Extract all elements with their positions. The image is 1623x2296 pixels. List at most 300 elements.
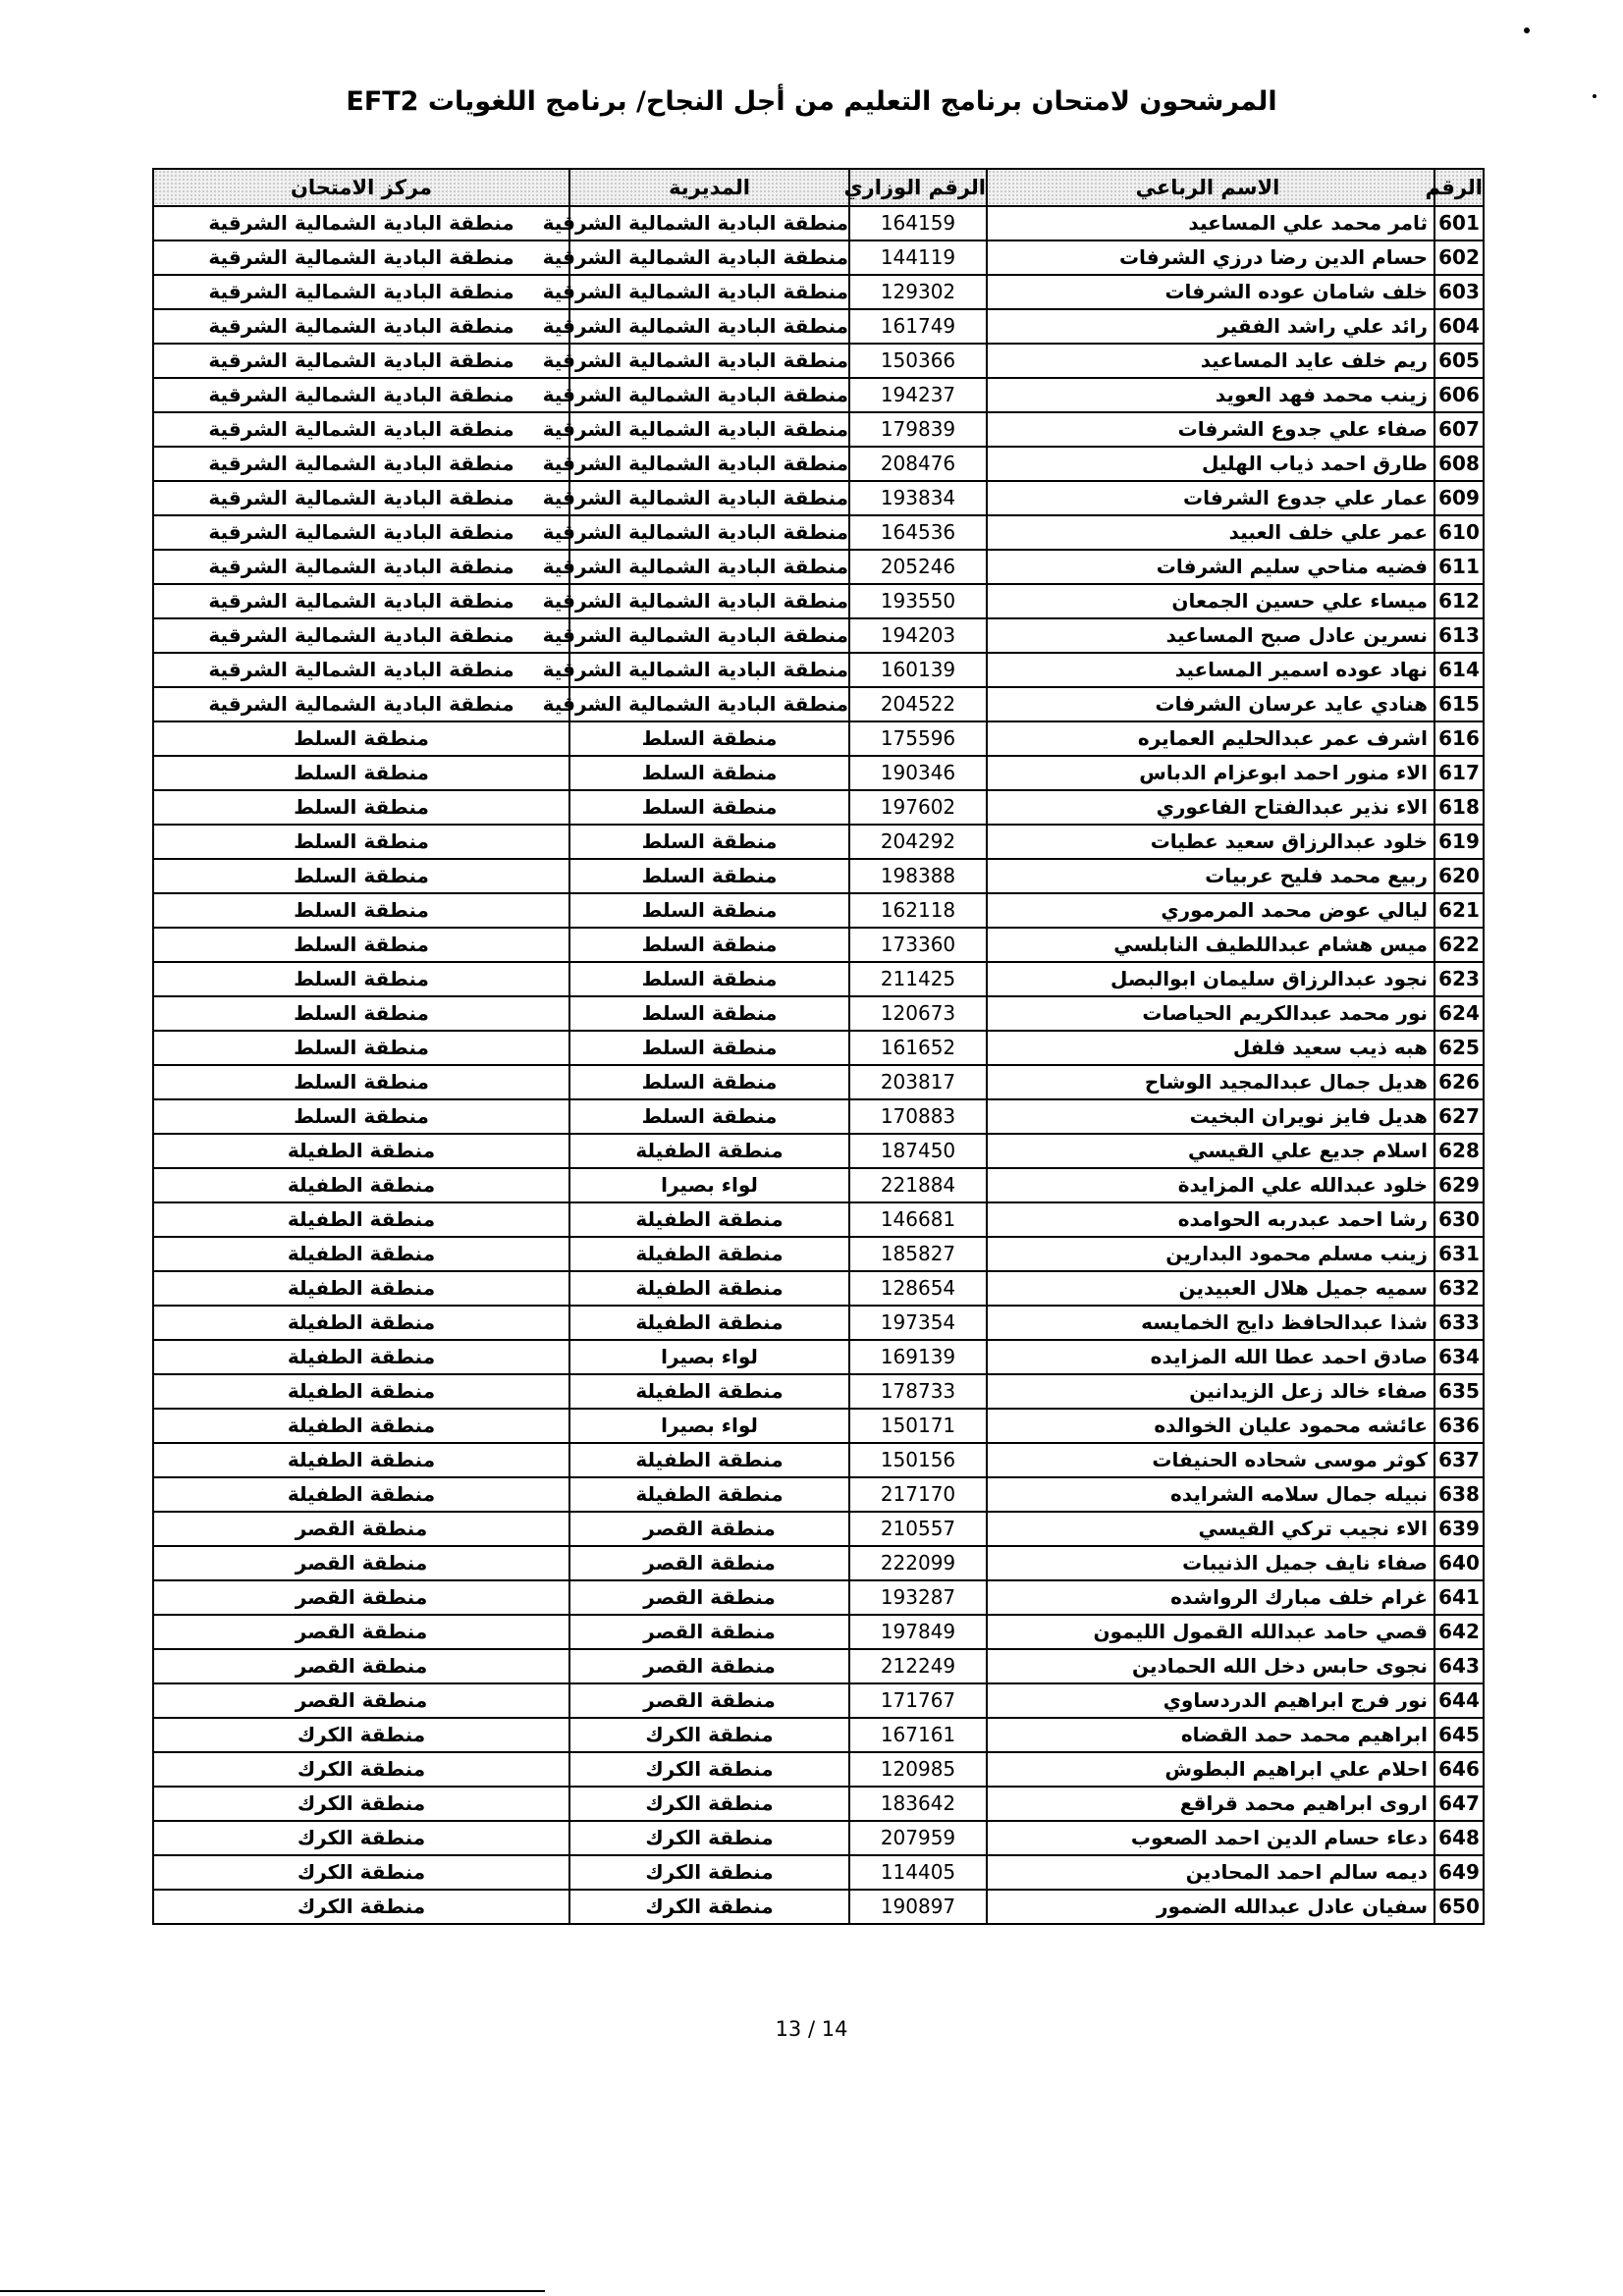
cell-ministry-id: 204522 [849,687,987,721]
table-row [153,275,1484,309]
cell-exam-center: منطقة القصر [153,1512,569,1546]
cell-name: اسلام جديع علي القيسي [987,1134,1434,1168]
cell-name: نجوى حابس دخل الله الحمادين [987,1649,1434,1683]
table-row [153,653,1484,687]
cell-ministry-id: 222099 [849,1546,987,1580]
cell-ministry-id: 185827 [849,1237,987,1271]
candidates-table [152,168,1485,1925]
cell-ministry-id: 197849 [849,1615,987,1649]
cell-exam-center: منطقة البادية الشمالية الشرقية [153,309,569,344]
cell-directorate: منطقة الكرك [569,1821,849,1855]
cell-name: كوثر موسى شحاده الحنيفات [987,1443,1434,1477]
cell-directorate: منطقة البادية الشمالية الشرقية [569,412,849,447]
cell-name: حسام الدين رضا درزي الشرفات [987,240,1434,275]
cell-directorate: منطقة البادية الشمالية الشرقية [569,275,849,309]
cell-ministry-id: 193287 [849,1580,987,1615]
cell-num: 621 [1434,893,1484,928]
cell-ministry-id: 162118 [849,893,987,928]
cell-exam-center: منطقة الطفيلة [153,1306,569,1340]
cell-ministry-id: 203817 [849,1065,987,1099]
cell-num: 602 [1434,240,1484,275]
scan-speck [1524,27,1530,33]
cell-exam-center: منطقة الكرك [153,1718,569,1752]
cell-ministry-id: 170883 [849,1099,987,1134]
cell-exam-center: منطقة السلط [153,928,569,962]
cell-name: ديمه سالم احمد المحادين [987,1855,1434,1890]
cell-exam-center: منطقة السلط [153,893,569,928]
cell-name: دعاء حسام الدين احمد الصعوب [987,1821,1434,1855]
cell-exam-center: منطقة الكرك [153,1787,569,1821]
cell-directorate: منطقة الكرك [569,1718,849,1752]
cell-directorate: منطقة البادية الشمالية الشرقية [569,550,849,584]
cell-num: 622 [1434,928,1484,962]
cell-ministry-id: 150171 [849,1409,987,1443]
cell-ministry-id: 198388 [849,859,987,893]
table-row [153,825,1484,859]
cell-directorate: منطقة السلط [569,721,849,756]
cell-ministry-id: 194237 [849,378,987,412]
cell-directorate: منطقة الطفيلة [569,1374,849,1409]
cell-exam-center: منطقة السلط [153,756,569,790]
cell-directorate: منطقة القصر [569,1649,849,1683]
cell-num: 606 [1434,378,1484,412]
cell-exam-center: منطقة الطفيلة [153,1443,569,1477]
cell-directorate: منطقة الطفيلة [569,1237,849,1271]
table-row [153,1409,1484,1443]
table-row [153,584,1484,618]
cell-ministry-id: 183642 [849,1787,987,1821]
cell-directorate: منطقة الطفيلة [569,1271,849,1306]
table-row [153,378,1484,412]
table-row [153,1271,1484,1306]
page-title: المرشحون لامتحان برنامج التعليم من أجل النجاح/ برنامج اللغويات EFT2 [346,86,1277,117]
cell-exam-center: منطقة البادية الشمالية الشرقية [153,344,569,378]
cell-exam-center: منطقة السلط [153,996,569,1031]
cell-directorate: منطقة البادية الشمالية الشرقية [569,240,849,275]
cell-num: 605 [1434,344,1484,378]
cell-name: عائشه محمود عليان الخوالده [987,1409,1434,1443]
table-row [153,1065,1484,1099]
table-row [153,1649,1484,1683]
cell-name: شذا عبدالحافظ دايج الخمايسه [987,1306,1434,1340]
cell-num: 644 [1434,1683,1484,1718]
cell-num: 624 [1434,996,1484,1031]
table-row [153,240,1484,275]
cell-num: 611 [1434,550,1484,584]
cell-exam-center: منطقة البادية الشمالية الشرقية [153,515,569,550]
header-ministry-id: الرقم الوزاري [849,169,987,206]
cell-name: عمار علي جدوع الشرفات [987,481,1434,515]
cell-ministry-id: 114405 [849,1855,987,1890]
table-row [153,859,1484,893]
cell-exam-center: منطقة البادية الشمالية الشرقية [153,481,569,515]
cell-exam-center: منطقة الطفيلة [153,1168,569,1202]
table-row [153,1718,1484,1752]
cell-ministry-id: 211425 [849,962,987,996]
cell-num: 626 [1434,1065,1484,1099]
cell-directorate: لواء بصيرا [569,1168,849,1202]
cell-exam-center: منطقة البادية الشمالية الشرقية [153,687,569,721]
table-row [153,1890,1484,1924]
table-row [153,1546,1484,1580]
cell-name: هبه ذيب سعيد فلفل [987,1031,1434,1065]
cell-num: 645 [1434,1718,1484,1752]
cell-name: اروى ابراهيم محمد قراقع [987,1787,1434,1821]
cell-name: نجود عبدالرزاق سليمان ابوالبصل [987,962,1434,996]
cell-directorate: منطقة السلط [569,928,849,962]
cell-name: ثامر محمد علي المساعيد [987,206,1434,240]
cell-ministry-id: 128654 [849,1271,987,1306]
table-row [153,1855,1484,1890]
cell-num: 636 [1434,1409,1484,1443]
table-row [153,790,1484,825]
cell-exam-center: منطقة البادية الشمالية الشرقية [153,412,569,447]
cell-name: ميساء علي حسين الجمعان [987,584,1434,618]
cell-directorate: منطقة السلط [569,756,849,790]
cell-ministry-id: 179839 [849,412,987,447]
table-row [153,1374,1484,1409]
cell-exam-center: منطقة القصر [153,1580,569,1615]
cell-exam-center: منطقة القصر [153,1649,569,1683]
cell-directorate: منطقة البادية الشمالية الشرقية [569,584,849,618]
table-row [153,1134,1484,1168]
scan-speck [1593,94,1596,98]
cell-directorate: منطقة البادية الشمالية الشرقية [569,447,849,481]
table-row [153,1443,1484,1477]
cell-name: ميس هشام عبداللطيف النابلسي [987,928,1434,962]
cell-num: 646 [1434,1752,1484,1787]
cell-num: 613 [1434,618,1484,653]
table-row [153,550,1484,584]
table-row [153,447,1484,481]
cell-ministry-id: 178733 [849,1374,987,1409]
cell-ministry-id: 175596 [849,721,987,756]
cell-exam-center: منطقة السلط [153,1099,569,1134]
cell-ministry-id: 144119 [849,240,987,275]
cell-exam-center: منطقة البادية الشمالية الشرقية [153,584,569,618]
cell-num: 607 [1434,412,1484,447]
cell-name: فضيه مناحي سليم الشرفات [987,550,1434,584]
cell-directorate: لواء بصيرا [569,1340,849,1374]
header-num: الرقم [1434,169,1484,206]
cell-directorate: منطقة الطفيلة [569,1134,849,1168]
cell-num: 603 [1434,275,1484,309]
cell-directorate: لواء بصيرا [569,1409,849,1443]
cell-ministry-id: 221884 [849,1168,987,1202]
cell-exam-center: منطقة السلط [153,1065,569,1099]
cell-ministry-id: 161652 [849,1031,987,1065]
table-header-row [153,169,1484,206]
table-row [153,1683,1484,1718]
cell-name: خلود عبدالرزاق سعيد عطيات [987,825,1434,859]
cell-name: نهاد عوده اسمير المساعيد [987,653,1434,687]
cell-directorate: منطقة السلط [569,1065,849,1099]
cell-exam-center: منطقة الطفيلة [153,1340,569,1374]
cell-num: 628 [1434,1134,1484,1168]
cell-ministry-id: 164536 [849,515,987,550]
cell-exam-center: منطقة البادية الشمالية الشرقية [153,275,569,309]
cell-directorate: منطقة البادية الشمالية الشرقية [569,653,849,687]
cell-directorate: منطقة القصر [569,1546,849,1580]
cell-exam-center: منطقة السلط [153,825,569,859]
cell-directorate: منطقة البادية الشمالية الشرقية [569,378,849,412]
cell-directorate: منطقة الطفيلة [569,1306,849,1340]
cell-name: خلف شامان عوده الشرفات [987,275,1434,309]
cell-directorate: منطقة القصر [569,1683,849,1718]
cell-exam-center: منطقة الطفيلة [153,1134,569,1168]
cell-exam-center: منطقة البادية الشمالية الشرقية [153,447,569,481]
cell-directorate: منطقة السلط [569,790,849,825]
table-row [153,996,1484,1031]
cell-name: احلام علي ابراهيم البطوش [987,1752,1434,1787]
cell-ministry-id: 169139 [849,1340,987,1374]
cell-directorate: منطقة السلط [569,859,849,893]
cell-ministry-id: 120985 [849,1752,987,1787]
cell-ministry-id: 160139 [849,653,987,687]
table-row [153,1580,1484,1615]
cell-directorate: منطقة الكرك [569,1787,849,1821]
cell-num: 630 [1434,1202,1484,1237]
cell-num: 627 [1434,1099,1484,1134]
cell-num: 632 [1434,1271,1484,1306]
cell-ministry-id: 212249 [849,1649,987,1683]
cell-exam-center: منطقة القصر [153,1546,569,1580]
cell-num: 629 [1434,1168,1484,1202]
cell-exam-center: منطقة الطفيلة [153,1409,569,1443]
cell-name: نسرين عادل صبح المساعيد [987,618,1434,653]
cell-exam-center: منطقة الكرك [153,1890,569,1924]
cell-directorate: منطقة الكرك [569,1855,849,1890]
cell-directorate: منطقة الكرك [569,1890,849,1924]
cell-exam-center: منطقة السلط [153,962,569,996]
table-row [153,515,1484,550]
cell-name: نور محمد عبدالكريم الحياصات [987,996,1434,1031]
cell-ministry-id: 205246 [849,550,987,584]
cell-exam-center: منطقة الكرك [153,1821,569,1855]
cell-num: 616 [1434,721,1484,756]
table-row [153,481,1484,515]
cell-ministry-id: 197354 [849,1306,987,1340]
table-row [153,893,1484,928]
cell-num: 610 [1434,515,1484,550]
header-exam-center: مركز الامتحان [153,169,569,206]
cell-name: ليالي عوض محمد المرموري [987,893,1434,928]
cell-directorate: منطقة السلط [569,1099,849,1134]
cell-num: 617 [1434,756,1484,790]
cell-ministry-id: 194203 [849,618,987,653]
cell-name: الاء نجيب تركي القيسي [987,1512,1434,1546]
cell-name: صفاء خالد زعل الزيدانين [987,1374,1434,1409]
cell-num: 601 [1434,206,1484,240]
cell-directorate: منطقة البادية الشمالية الشرقية [569,687,849,721]
cell-name: صفاء نايف جميل الذنيبات [987,1546,1434,1580]
cell-num: 649 [1434,1855,1484,1890]
scan-edge-line [0,2290,545,2292]
cell-exam-center: منطقة الكرك [153,1855,569,1890]
table-row [153,1821,1484,1855]
cell-directorate: منطقة البادية الشمالية الشرقية [569,515,849,550]
cell-directorate: منطقة القصر [569,1580,849,1615]
cell-name: صادق احمد عطا الله المزايده [987,1340,1434,1374]
cell-exam-center: منطقة الطفيلة [153,1477,569,1512]
cell-ministry-id: 190897 [849,1890,987,1924]
header-name: الاسم الرباعي [987,169,1434,206]
cell-name: سميه جميل هلال العبيدين [987,1271,1434,1306]
cell-exam-center: منطقة الطفيلة [153,1374,569,1409]
cell-name: صفاء علي جدوع الشرفات [987,412,1434,447]
cell-num: 623 [1434,962,1484,996]
cell-num: 612 [1434,584,1484,618]
cell-name: سفيان عادل عبدالله الضمور [987,1890,1434,1924]
cell-directorate: منطقة السلط [569,996,849,1031]
cell-num: 609 [1434,481,1484,515]
cell-exam-center: منطقة الطفيلة [153,1237,569,1271]
cell-name: غرام خلف مبارك الرواشده [987,1580,1434,1615]
cell-exam-center: منطقة السلط [153,721,569,756]
cell-num: 638 [1434,1477,1484,1512]
cell-name: طارق احمد ذياب الهليل [987,447,1434,481]
cell-directorate: منطقة البادية الشمالية الشرقية [569,344,849,378]
cell-exam-center: منطقة البادية الشمالية الشرقية [153,240,569,275]
cell-name: قصي حامد عبدالله القمول الليمون [987,1615,1434,1649]
cell-ministry-id: 146681 [849,1202,987,1237]
table-row [153,756,1484,790]
cell-exam-center: منطقة الطفيلة [153,1202,569,1237]
table-row [153,721,1484,756]
table-row [153,344,1484,378]
table-row [153,687,1484,721]
table-body [153,206,1484,1924]
cell-num: 642 [1434,1615,1484,1649]
cell-name: نبيله جمال سلامه الشرايده [987,1477,1434,1512]
cell-name: ربيع محمد فليح عربيات [987,859,1434,893]
table-row [153,1237,1484,1271]
cell-name: هديل جمال عبدالمجيد الوشاح [987,1065,1434,1099]
table-row [153,1099,1484,1134]
cell-ministry-id: 150366 [849,344,987,378]
cell-num: 618 [1434,790,1484,825]
table-row [153,1787,1484,1821]
cell-num: 634 [1434,1340,1484,1374]
header-directorate: المديرية [569,169,849,206]
cell-name: رشا احمد عبدربه الحوامده [987,1202,1434,1237]
cell-num: 637 [1434,1443,1484,1477]
cell-ministry-id: 210557 [849,1512,987,1546]
cell-num: 604 [1434,309,1484,344]
cell-ministry-id: 120673 [849,996,987,1031]
cell-num: 641 [1434,1580,1484,1615]
cell-directorate: منطقة البادية الشمالية الشرقية [569,206,849,240]
cell-num: 647 [1434,1787,1484,1821]
cell-exam-center: منطقة البادية الشمالية الشرقية [153,653,569,687]
cell-name: الاء نذير عبدالفتاح الفاعوري [987,790,1434,825]
cell-num: 615 [1434,687,1484,721]
cell-name: رائد علي راشد الفقير [987,309,1434,344]
cell-num: 625 [1434,1031,1484,1065]
cell-exam-center: منطقة القصر [153,1615,569,1649]
cell-exam-center: منطقة السلط [153,790,569,825]
cell-directorate: منطقة الطفيلة [569,1202,849,1237]
cell-exam-center: منطقة القصر [153,1683,569,1718]
cell-directorate: منطقة البادية الشمالية الشرقية [569,618,849,653]
table-row [153,412,1484,447]
cell-num: 639 [1434,1512,1484,1546]
cell-ministry-id: 171767 [849,1683,987,1718]
table-row [153,1512,1484,1546]
cell-name: زينب محمد فهد العويد [987,378,1434,412]
cell-directorate: منطقة القصر [569,1615,849,1649]
cell-ministry-id: 187450 [849,1134,987,1168]
cell-ministry-id: 164159 [849,206,987,240]
cell-num: 619 [1434,825,1484,859]
cell-exam-center: منطقة السلط [153,859,569,893]
cell-exam-center: منطقة الكرك [153,1752,569,1787]
cell-num: 631 [1434,1237,1484,1271]
cell-ministry-id: 150156 [849,1443,987,1477]
cell-name: عمر علي خلف العبيد [987,515,1434,550]
cell-name: خلود عبدالله علي المزايدة [987,1168,1434,1202]
cell-directorate: منطقة الطفيلة [569,1477,849,1512]
cell-ministry-id: 173360 [849,928,987,962]
cell-ministry-id: 204292 [849,825,987,859]
cell-exam-center: منطقة السلط [153,1031,569,1065]
cell-num: 633 [1434,1306,1484,1340]
cell-num: 640 [1434,1546,1484,1580]
table-row [153,962,1484,996]
cell-directorate: منطقة الطفيلة [569,1443,849,1477]
cell-ministry-id: 197602 [849,790,987,825]
table-row [153,1752,1484,1787]
table-row [153,309,1484,344]
table-row [153,1306,1484,1340]
cell-num: 650 [1434,1890,1484,1924]
cell-directorate: منطقة البادية الشمالية الشرقية [569,481,849,515]
cell-directorate: منطقة القصر [569,1512,849,1546]
cell-name: هديل فايز نويران البخيت [987,1099,1434,1134]
cell-ministry-id: 193834 [849,481,987,515]
cell-directorate: منطقة الكرك [569,1752,849,1787]
cell-ministry-id: 167161 [849,1718,987,1752]
table-row [153,1168,1484,1202]
cell-num: 608 [1434,447,1484,481]
cell-name: اشرف عمر عبدالحليم العمايره [987,721,1434,756]
cell-num: 620 [1434,859,1484,893]
cell-exam-center: منطقة البادية الشمالية الشرقية [153,618,569,653]
cell-directorate: منطقة البادية الشمالية الشرقية [569,309,849,344]
cell-num: 643 [1434,1649,1484,1683]
table-row [153,928,1484,962]
cell-directorate: منطقة السلط [569,1031,849,1065]
cell-num: 635 [1434,1374,1484,1409]
cell-ministry-id: 207959 [849,1821,987,1855]
cell-directorate: منطقة السلط [569,893,849,928]
cell-exam-center: منطقة الطفيلة [153,1271,569,1306]
cell-ministry-id: 217170 [849,1477,987,1512]
table-row [153,1031,1484,1065]
cell-name: نور فرج ابراهيم الدردساوي [987,1683,1434,1718]
cell-ministry-id: 190346 [849,756,987,790]
cell-name: زينب مسلم محمود البدارين [987,1237,1434,1271]
cell-ministry-id: 193550 [849,584,987,618]
cell-num: 648 [1434,1821,1484,1855]
table-row [153,618,1484,653]
cell-directorate: منطقة السلط [569,962,849,996]
cell-name: هنادي عايد عرسان الشرفات [987,687,1434,721]
table-row [153,1615,1484,1649]
cell-ministry-id: 208476 [849,447,987,481]
cell-name: ريم خلف عايد المساعيد [987,344,1434,378]
cell-directorate: منطقة السلط [569,825,849,859]
